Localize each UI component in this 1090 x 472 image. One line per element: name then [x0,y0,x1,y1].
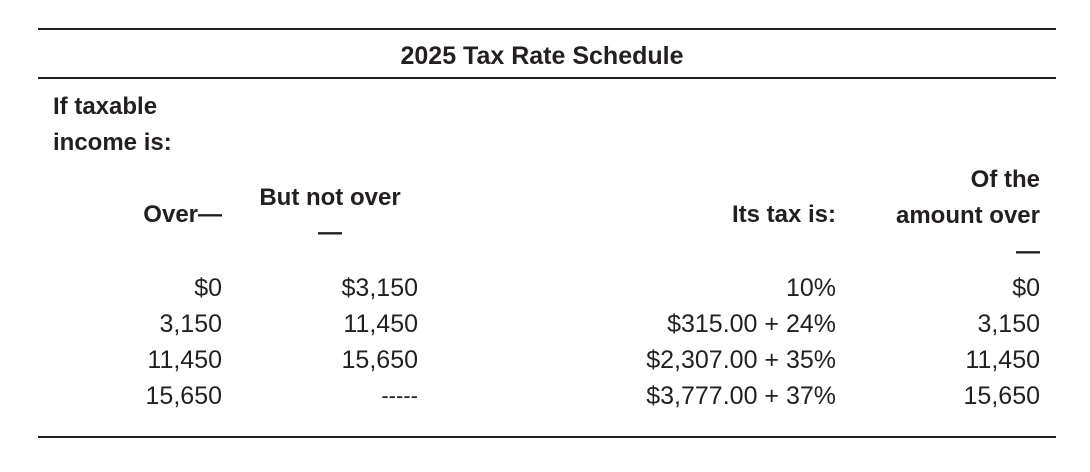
of-the-line1: Of the [970,166,1040,193]
but-not-over-column-heading [232,180,428,250]
but-not-over-cell: 11,450 [343,310,418,338]
over-cell: 11,450 [147,346,222,374]
but-not-over-cell: ----- [381,383,418,408]
amount-over-cell: 15,650 [963,382,1040,410]
tax-cell: $3,777.00 + 37% [646,382,836,410]
amount-over-cell: 3,150 [977,310,1040,338]
of-the-line2: amount over [895,202,1040,229]
if-taxable-line2: income is: [53,129,172,156]
but-not-over-line2: — [318,219,342,246]
over-cell: $0 [194,274,222,302]
but-not-over-cell: 15,650 [341,346,418,374]
if-taxable-line1: If taxable [53,93,158,120]
over-cell: 15,650 [145,382,222,410]
table-row [0,306,1090,342]
title-rule [38,77,1056,79]
over-column-heading: Over— [143,201,222,228]
tax-cell: $315.00 + 24% [667,310,836,338]
of-the-line3: — [1016,238,1040,265]
if-taxable-income-heading [53,89,273,161]
tax-cell: 10% [785,274,836,302]
page-title: 2025 Tax Rate Schedule [400,42,684,70]
but-not-over-line1: But not over [259,184,401,211]
table-row [0,270,1090,306]
its-tax-is-column-heading: Its tax is: [731,201,836,228]
amount-over-cell: $0 [1012,274,1040,302]
of-the-amount-over-column-heading [860,162,1040,270]
over-cell: 3,150 [159,310,222,338]
table-row [0,378,1090,414]
amount-over-cell: 11,450 [965,346,1040,374]
bottom-rule [38,436,1056,438]
tax-cell: $2,307.00 + 35% [646,346,836,374]
table-row [0,342,1090,378]
top-rule [38,28,1056,30]
tax-rate-table-body [0,270,1090,414]
but-not-over-cell: $3,150 [341,274,418,302]
